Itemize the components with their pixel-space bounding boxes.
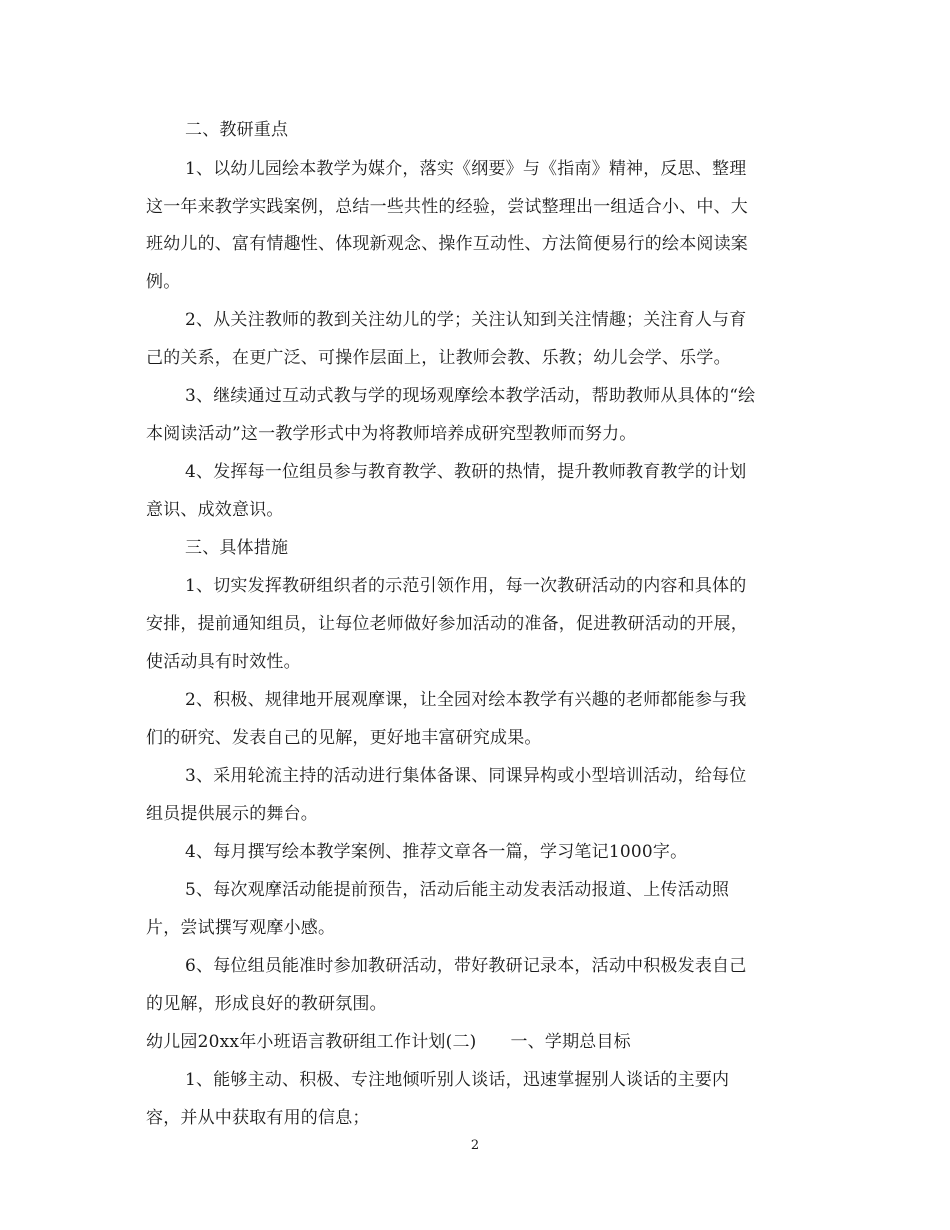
paragraph-line: 3、继续通过互动式教与学的现场观摩绘本教学活动，帮助教师从具体的“绘 xyxy=(185,386,756,406)
paragraph-line: 这一年来教学实践案例，总结一些共性的经验，尝试整理出一组适合小、中、大 xyxy=(146,197,748,217)
paragraph-line: 3、采用轮流主持的活动进行集体备课、同课异构或小型培训活动，给每位 xyxy=(185,766,747,786)
paragraph-line: 2、积极、规律地开展观摩课，让全园对绘本教学有兴趣的老师都能参与我 xyxy=(185,690,747,710)
section-heading: 三、具体措施 xyxy=(185,538,289,558)
paragraph-line: 6、每位组员能准时参加教研活动，带好教研记录本，活动中积极发表自己 xyxy=(185,956,747,976)
paragraph-line: 的见解，形成良好的教研氛围。 xyxy=(146,994,387,1014)
paragraph-line: 安排，提前通知组员，让每位老师做好参加活动的准备，促进教研活动的开展， xyxy=(146,614,748,634)
paragraph-line: 班幼儿的、富有情趣性、体现新观念、操作互动性、方法简便易行的绘本阅读案 xyxy=(146,234,748,254)
plan-subheading: 一、学期总目标 xyxy=(510,1032,631,1052)
paragraph-line: 意识、成效意识。 xyxy=(146,500,284,520)
plan-title: 幼儿园20xx年小班语言教研组工作计划(二) xyxy=(146,1032,477,1052)
plan-title-line xyxy=(146,1031,631,1053)
paragraph-line: 己的关系，在更广泛、可操作层面上，让教师会教、乐教；幼儿会学、乐学。 xyxy=(146,348,731,368)
paragraph-line: 1、能够主动、积极、专注地倾听别人谈话，迅速掌握别人谈话的主要内 xyxy=(185,1070,730,1090)
paragraph-line: 5、每次观摩活动能提前预告，活动后能主动发表活动报道、上传活动照 xyxy=(185,880,730,900)
paragraph-line: 4、发挥每一位组员参与教育教学、教研的热情，提升教师教育教学的计划 xyxy=(185,462,747,482)
paragraph-line: 容，并从中获取有用的信息； xyxy=(146,1108,370,1128)
paragraph-line: 片，尝试撰写观摩小感。 xyxy=(146,918,336,938)
paragraph-line: 本阅读活动”这一教学形式中为将教师培养成研究型教师而努力。 xyxy=(146,424,637,444)
paragraph-line: 使活动具有时效性。 xyxy=(146,652,301,672)
section-heading: 二、教研重点 xyxy=(185,120,289,140)
paragraph-line: 1、以幼儿园绘本教学为媒介，落实《纲要》与《指南》精神，反思、整理 xyxy=(185,159,747,179)
page-number: 2 xyxy=(470,1138,480,1153)
paragraph-line: 4、每月撰写绘本教学案例、推荐文章各一篇，学习笔记1000字。 xyxy=(185,842,688,862)
paragraph-line: 组员提供展示的舞台。 xyxy=(146,804,318,824)
paragraph-line: 们的研究、发表自己的见解，更好地丰富研究成果。 xyxy=(146,728,542,748)
paragraph-line: 例。 xyxy=(146,272,181,292)
paragraph-line: 1、切实发挥教研组织者的示范引领作用，每一次教研活动的内容和具体的 xyxy=(185,576,747,596)
paragraph-line: 2、从关注教师的教到关注幼儿的学；关注认知到关注情趣；关注育人与育 xyxy=(185,310,747,330)
